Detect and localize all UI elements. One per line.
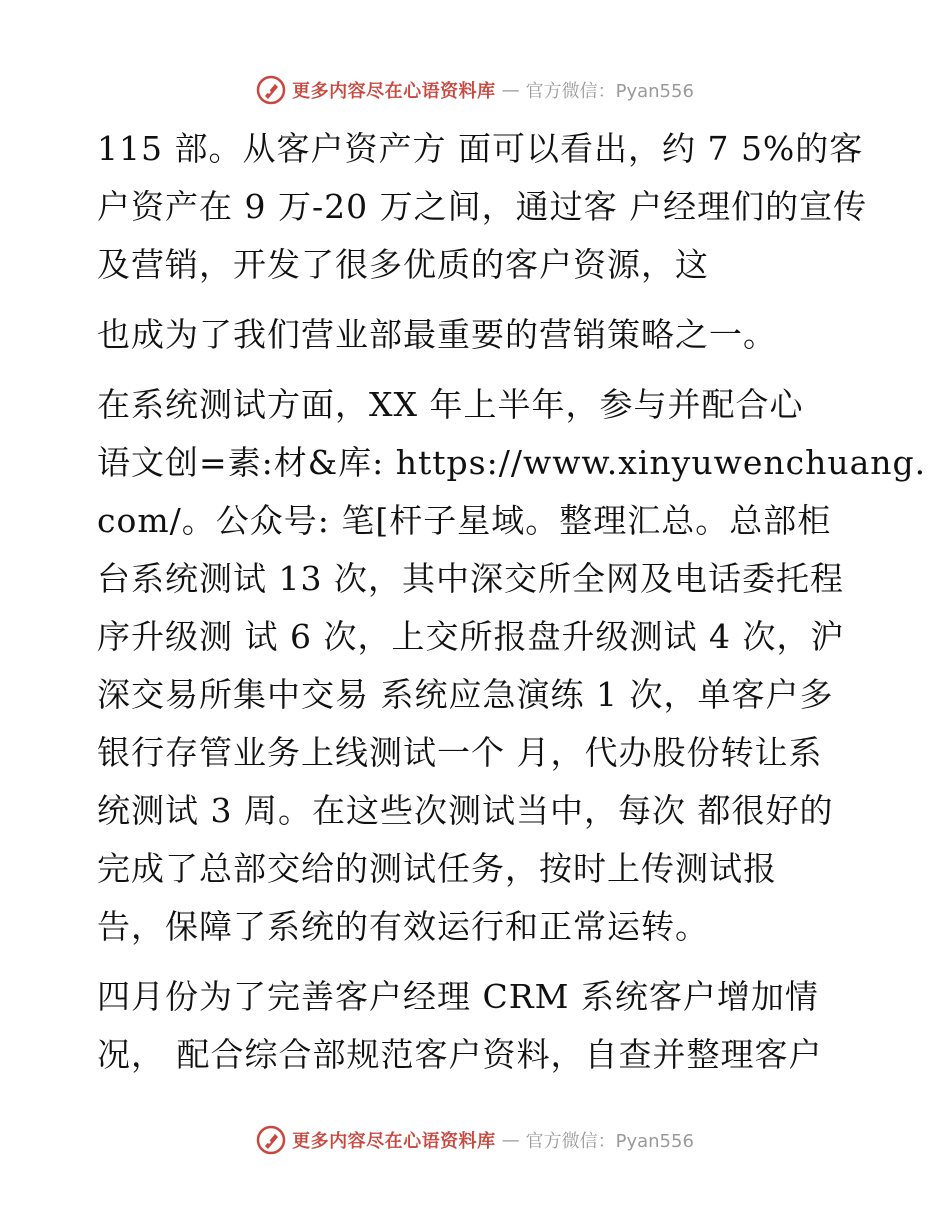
text-line: 也成为了我们营业部最重要的营销策略之一。: [97, 315, 777, 354]
header-watermark: [0, 70, 950, 110]
text-line: 及营销，开发了很多优质的客户资源，这: [97, 245, 709, 284]
pen-nib-logo-icon: [256, 75, 286, 105]
text-line: 序升级测 试 6 次，上交所报盘升级测试 4 次，沪: [97, 617, 845, 656]
pen-nib-logo-icon: [256, 1125, 286, 1155]
watermark-separator: —: [501, 79, 520, 101]
footer-watermark: [0, 1120, 950, 1160]
text-line: 户资产在 9 万-20 万之间，通过客 户经理们的宣传: [97, 187, 868, 226]
text-line: 115 部。从客户资产方 面可以看出，约 7 5%的客: [97, 129, 864, 168]
text-line: 统测试 3 周。在这些次测试当中，每次 都很好的: [97, 791, 834, 830]
text-line: 告，保障了系统的有效运行和正常运转。: [97, 907, 709, 946]
watermark-wechat-text: 官方微信：Pyan556: [525, 1131, 694, 1152]
text-line: 况， 配合综合部规范客户资料，自查并整理客户: [97, 1035, 823, 1074]
text-line: 台系统测试 13 次，其中深交所全网及电话委托程: [97, 559, 844, 598]
watermark-separator: —: [501, 1129, 520, 1151]
watermark-wechat-text: 官方微信：Pyan556: [525, 81, 694, 102]
text-line: 语文创=素:材&库: https://www.xinyuwenchuang.: [97, 443, 927, 482]
text-line: 在系统测试方面，XX 年上半年，参与并配合心: [97, 385, 804, 424]
text-line: 完成了总部交给的测试任务，按时上传测试报: [97, 849, 777, 888]
watermark-brand-text: 更多内容尽在心语资料库: [292, 81, 496, 102]
text-line: com/。公众号: 笔[杆子星域。整理汇总。总部柜: [97, 501, 832, 540]
watermark-brand-text: 更多内容尽在心语资料库: [292, 1131, 496, 1152]
text-line: 深交易所集中交易 系统应急演练 1 次，单客户多: [97, 675, 834, 714]
document-body: [97, 120, 927, 1084]
text-line: 四月份为了完善客户经理 CRM 系统客户增加情: [97, 977, 819, 1016]
text-line: 银行存管业务上线测试一个 月，代办股份转让系: [97, 733, 823, 772]
